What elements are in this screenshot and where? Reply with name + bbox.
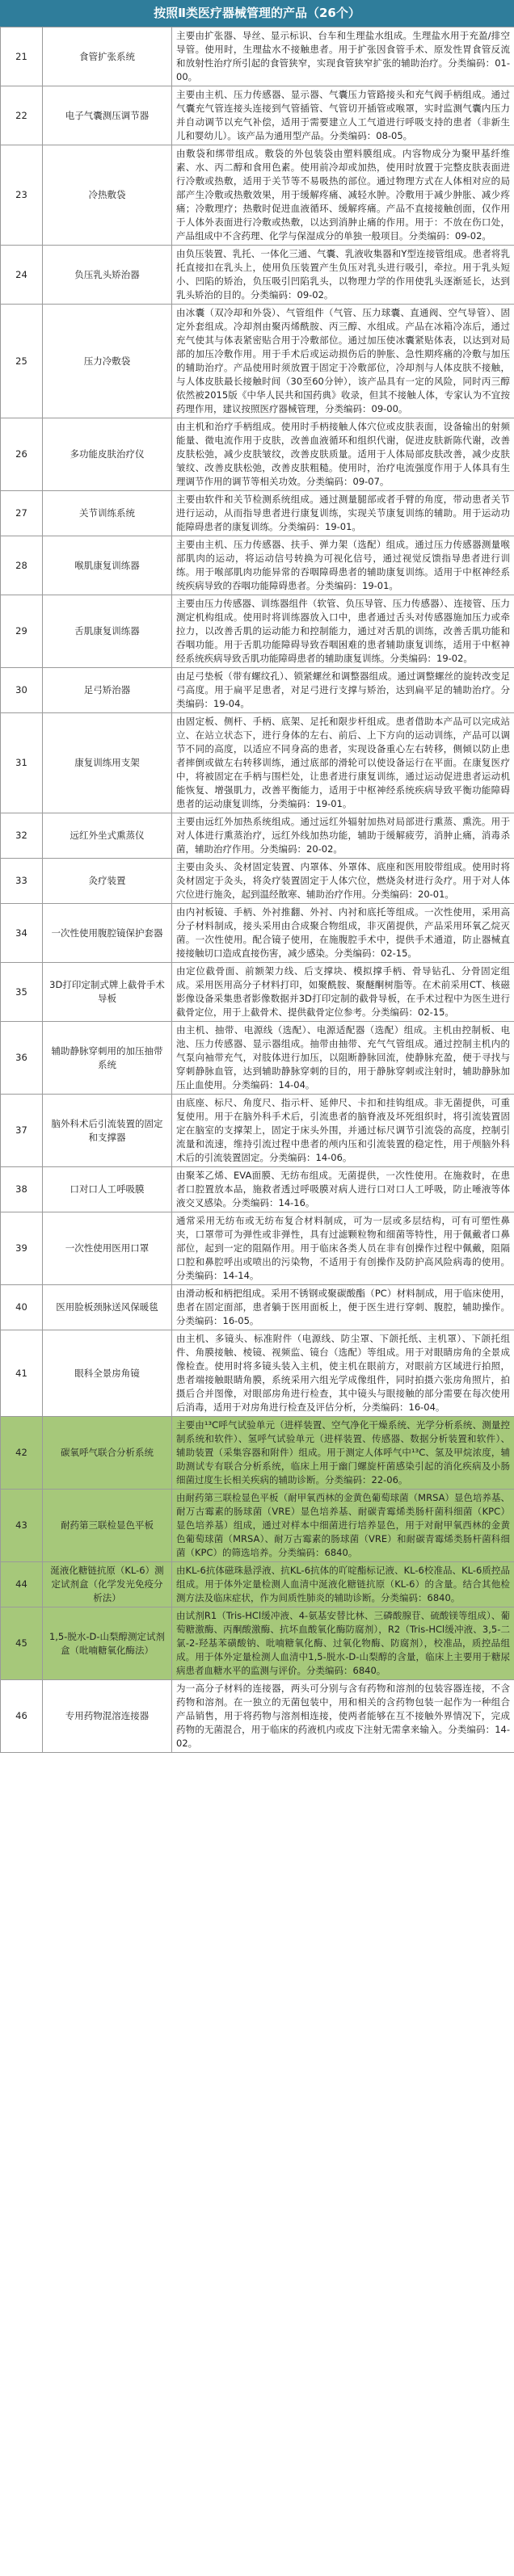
row-number: 26	[1, 418, 43, 491]
table-row	[1, 1212, 514, 1285]
table-row	[1, 246, 514, 305]
product-description: 主要由压力传感器、训练器组件（软管、负压导管、压力传感器）、连接管、压力测定机构组成。使用时将训练器放入口中，患者通过舌头对传感器施加压力或牵拉力，以改善舌肌的运动能力和控制能力，通过对舌肌的训练，改善舌肌功能和吞咽功能。用于舌肌功能障碍导致吞咽困难的患者辅助康复训练，适用于中枢神经系统疾病导致舌肌功能障碍患者的辅助康复训练。分类编码：19-02。	[172, 595, 514, 668]
table-row	[1, 1330, 514, 1417]
row-number: 39	[1, 1212, 43, 1285]
product-name: 舌肌康复训练器	[43, 595, 172, 668]
row-number: 45	[1, 1607, 43, 1680]
table-row	[1, 859, 514, 904]
table-row	[1, 145, 514, 246]
table-row	[1, 904, 514, 963]
product-name: 压力冷敷袋	[43, 305, 172, 418]
row-number: 38	[1, 1167, 43, 1212]
product-description: 由试剂R1（Tris-HCl缓冲液、4-氨基安替比林、三磷酸腺苷、硫酸镁等组成）、葡萄糖激酶、丙酮酸激酶、抗坏血酸氧化酶防腐剂），R2（Tris-HCl缓冲液、3,5-二氯-2-羟基苯磺酸钠、吡喃糖氧化酶、过氧化物酶、防腐剂），校准品，质控品组成。用于体外定量检测人血清中1,5-脱水-D-山梨醇的含量，临床上主要用于糖尿病患者血糖水平的监测与评价。分类编码：6840。	[172, 1607, 514, 1680]
product-description: 由负压装置、乳托、一体化三通、气囊、乳液收集器和Y型连接管组成。患者将乳托直接扣在乳头上，使用负压装置产生负压对乳头进行吸引，牵拉。用于乳头短小、凹陷的矫治，负压吸引凹陷乳头，以物理力学的作用使乳头逐渐延长，达到乳头矫治的目的。分类编码：09-02。	[172, 246, 514, 305]
product-name: 电子气囊测压调节器	[43, 86, 172, 145]
product-description: 主要由灸头、灸材固定装置、内罩体、外罩体、底座和医用胶带组成。使用时将灸材固定于灸头，将灸疗装置固定于人体穴位，燃烧灸材进行灸疗。用于对人体穴位进行施灸，起到温经散寒、辅助治疗作用。分类编码：20-01。	[172, 859, 514, 904]
product-name: 多功能皮肤治疗仪	[43, 418, 172, 491]
product-description: 由足弓垫板（带有螺纹孔）、锁紧螺丝和调整器组成。通过调整螺丝的旋转改变足弓高度。用于扁平足患者，对足弓进行支撑与矫治，达到扁平足的辅助治疗。分类编码：19-04。	[172, 668, 514, 713]
row-number: 36	[1, 1022, 43, 1095]
product-name: 康复训练用支架	[43, 713, 172, 813]
row-number: 21	[1, 27, 43, 86]
row-number: 28	[1, 536, 43, 595]
product-name: 喉肌康复训练器	[43, 536, 172, 595]
product-name: 关节训练系统	[43, 491, 172, 536]
product-description: 主要由软件和关节检测系统组成。通过测量腿部或者手臂的角度，带动患者关节进行运动，从而指导患者进行康复训练，实现关节康复训练的辅助。用于运动功能障碍患者的康复训练。分类编码：19-01。	[172, 491, 514, 536]
product-description: 由主机、多镜头、标准附件（电源线、防尘罩、下颌托纸、主机罩）、下颌托组件、角膜接触、棱镜、视频监、镜台（选配）等组成。用于对眼睛房角的全景成像检查。使用时将多镜头装入主机，使主机在眼前方，对眼前方区域进行拍照，患者端接触眼睛角膜，系统采用六组光学成像组件，同时拍摄六张房角照片，拍摄后合并图像，对眼部房角进行检查，其中镜头与眼接触的部分需要在每次使用后消毒，适用于对房角进行检查及评估分析，分类编码：16-04。	[172, 1330, 514, 1417]
table-row	[1, 27, 514, 86]
table-row	[1, 418, 514, 491]
product-name: 足弓矫治器	[43, 668, 172, 713]
table-row	[1, 536, 514, 595]
row-number: 43	[1, 1490, 43, 1562]
product-description: 由固定板、侧杆、手柄、底架、足托和限步杆组成。患者借助本产品可以完成站立、在站立状态下，进行身体的左右、前后、上下方向的运动训练，产品可以调节不同的高度，以适应不同身高的患者，实现设备重心左右转移，侧倾以防止患者摔倒或做左右转移训练，通过底部的滑轮可以使设备运行在平面。在康复医疗中，将被固定在手柄与围栏处，让患者进行康复训练，通过运动促进患者运动机能恢复、增强肌力，改善平衡能力，适用于中枢神经系统疾病导致平衡功能障碍患者的运动康复训练，分类编码：19-01。	[172, 713, 514, 813]
product-name: 食管扩张系统	[43, 27, 172, 86]
product-name: 涎液化糖链抗原（KL-6）测定试剂盒（化学发光免疫分析法）	[43, 1562, 172, 1607]
table-title: 按照Ⅱ类医疗器械管理的产品（26个）	[0, 0, 514, 27]
product-description: 由定位截骨面、前额架力线、后支撑块、模拟撑手柄、骨导钻孔、分骨固定组成。采用医用高分子材料打印，如聚酰胺、聚醚酮树脂等。在术前采用CT、核磁影像设备采集患者影像数据并3D打印定制的截骨导板，在手术过程中为医生进行截骨定位，用于上截骨术、提供截骨定位参考。分类编码：02-15。	[172, 963, 514, 1022]
product-name: 口对口人工呼吸膜	[43, 1167, 172, 1212]
row-number: 46	[1, 1680, 43, 1753]
table-row	[1, 1095, 514, 1167]
row-number: 33	[1, 859, 43, 904]
row-number: 27	[1, 491, 43, 536]
row-number: 41	[1, 1330, 43, 1417]
table-row	[1, 1285, 514, 1330]
product-description: 由敷袋和绑带组成。敷袋的外包装袋由塑料膜组成。内容物成分为聚甲基纤维素、水、丙二醇和食用色素。使用前冷却或加热，使用时放置于完整皮肤表面进行冷敷或热敷，适用于关节等不易吸热的部位。通过物理方式在人体相对应的局部产生冷敷或热敷效果，用于缓解疼痛、减轻水肿。冷敷用于减少肿胀、减少疼痛；冷敷理疗；热敷时促进血液循环、缓解疼痛。产品不直接接触创面，仅作用于人体外表面进行冷敷或热敷，以达到消肿止痛的作用。用于：不放在伤口处，产品组成中不含药理、化学与保湿成分的单独一般项目。分类编码：09-02。	[172, 145, 514, 246]
product-name: 一次性使用腹腔镜保护套器	[43, 904, 172, 963]
table-row	[1, 1022, 514, 1095]
row-number: 32	[1, 813, 43, 859]
row-number: 24	[1, 246, 43, 305]
product-description: 由耐药第三联检显色平板（耐甲氧西林的金黄色葡萄球菌（MRSA）显色培养基、耐万古霉素的肠球菌（VRE）显色培养基、耐碳青霉烯类肠杆菌科细菌（KPC）显色培养基）组成，通过对样本中细菌进行培养显色，用于对耐甲氧西林的金黄色葡萄球菌（MRSA）、耐万古霉素的肠球菌（VRE）和耐碳青霉烯类肠杆菌科细菌（KPC）的筛选培养。分类编码：6840。	[172, 1490, 514, 1562]
product-name: 眼科全景房角镜	[43, 1330, 172, 1417]
table-row	[1, 668, 514, 713]
product-name: 碳氧呼气联合分析系统	[43, 1417, 172, 1490]
product-description: 主要由主机、压力传感器、显示器、气囊压力管路接头和充气阀手柄组成。通过气囊充气管连接头连接到气管插管、气管切开插管或喉罩，实时监测气囊内压力并自动调节以充气补偿，适用于需要建立人工气道进行呼吸支持的患者（非新生儿和婴幼儿）。该产品为通用型产品。分类编码：08-05。	[172, 86, 514, 145]
device-table	[0, 27, 514, 1753]
product-name: 1,5-脱水-D-山梨醇测定试剂盒（吡喃糖氧化酶法）	[43, 1607, 172, 1680]
row-number: 42	[1, 1417, 43, 1490]
table-row	[1, 305, 514, 418]
product-description: 由冰囊（双冷却和外袋）、气管组件（气管、压力球囊、直通阀、空气导管）、固定外套组成。冷却剂由聚丙烯酰胺、丙三醇、水组成。产品在冰箱冷冻后，通过充气使其与体表紧密贴合用于冷敷部位。通过加压使冰囊紧贴体表，以达到对局部的加压冷敷作用。用于手术后或运动损伤后的肿胀、急性期疼痛的冷敷与加压的辅助治疗。产品使用时须放置于固定于冷敷部位，冷却剂与人体皮肤不接触，与人体皮肤最长接触时间（30至60分钟），该产品具有一定的风险，同时丙三醇依然被2015版《中华人民共和国药典》收录，但其不接触人体，专家认为不宜按药理作用，建议按照医疗器械管理，分类编码：09-00。	[172, 305, 514, 418]
table-row	[1, 1490, 514, 1562]
row-number: 29	[1, 595, 43, 668]
product-description: 由内衬板镜、手柄、外衬推翻、外衬、内衬和底托等组成。一次性使用，采用高分子材料制成，接头采用由合成聚合物组成，非灭菌提供，产品采用环氧乙烷灭菌。一次性使用。配合镜子使用，在施腹腔手术中，提供手术通道，防止器械直接接触切口造成直接伤害，减少感染。分类编码：02-15。	[172, 904, 514, 963]
product-description: 由聚苯乙烯、EVA面膜、无纺布组成。无菌提供，一次性使用。在施救时，在患者口腔置放本品，施救者透过呼吸膜对病人进行口对口人工呼吸，防止唾液等体液交叉感染。分类编码：14-16。	[172, 1167, 514, 1212]
row-number: 31	[1, 713, 43, 813]
row-number: 22	[1, 86, 43, 145]
table-row	[1, 86, 514, 145]
row-number: 25	[1, 305, 43, 418]
product-description: 主要由¹³C呼气试验单元（进样装置、空气净化干燥系统、光学分析系统、测量控制系统和软件）、氢呼气试验单元（进样装置、传感器、数据分析装置和软件）、辅助装置（采集容器和附件）组成。用于测定人体呼气中¹³C、氢及甲烷浓度，辅助测试专有联合分析系统，临床上用于幽门螺旋杆菌感染引起的消化疾病及小肠细菌过度生长相关疾病的辅助诊断。分类编码：22-06。	[172, 1417, 514, 1490]
table-row	[1, 1167, 514, 1212]
product-name: 3D打印定制式牌上截骨手术导板	[43, 963, 172, 1022]
product-name: 耐药第三联检显色平板	[43, 1490, 172, 1562]
table-body	[1, 27, 514, 1753]
table-row	[1, 713, 514, 813]
row-number: 34	[1, 904, 43, 963]
product-description: 通常采用无纺布或无纺布复合材料制成，可为一层或多层结构，可有可塑性鼻夹，口罩带可为弹性或非弹性，具有过滤颗粒物和细菌等特性，用于佩戴者口鼻部位，起到一定的阻隔作用。用于临床各类人员在非有创操作过程中佩戴，阻隔口腔和鼻腔呼出或喷出的污染物，不适用于有创操作及防护高风险病毒的使用。分类编码：14-14。	[172, 1212, 514, 1285]
product-description: 为一高分子材料的连接器，两头可分别与含有药物和溶剂的包装容器连接，不含药物和溶剂。在一独立的无菌包装中，用和相关的含药物包装一起作为一种组合产品销售，用于将药物与溶剂相连接，使两者能够在互不接触外界情况下，完成药物的无菌混合，用于临床的药液机内或皮下注射无需拿来输入。分类编码：14-02。	[172, 1680, 514, 1753]
row-number: 37	[1, 1095, 43, 1167]
product-name: 辅助静脉穿刺用的加压抽带系统	[43, 1022, 172, 1095]
product-name: 专用药物混溶连接器	[43, 1680, 172, 1753]
table-row	[1, 813, 514, 859]
product-description: 主要由远红外加热系统组成。通过远红外辐射加热对局部进行熏蒸、熏洗。用于对人体进行熏蒸治疗，远红外线加热功能，辅助于缓解疲劳，消肿止痛，消毒杀菌，辅助治疗作用。分类编码：20-02。	[172, 813, 514, 859]
row-number: 30	[1, 668, 43, 713]
product-name: 远红外坐式熏蒸仪	[43, 813, 172, 859]
product-description: 主要由主机、压力传感器、扶手、弹力架（选配）组成。通过压力传感器测量喉部肌肉的运动，将运动信号转换为可视化信号，通过视觉反馈指导患者进行训练。用于喉部肌肉功能异常的吞咽障碍患者的辅助康复训练。适用于中枢神经系统疾病导致的吞咽功能障碍患者。分类编码：19-01。	[172, 536, 514, 595]
row-number: 23	[1, 145, 43, 246]
table-row	[1, 491, 514, 536]
product-name: 脑外科术后引流装置的固定和支撑器	[43, 1095, 172, 1167]
row-number: 35	[1, 963, 43, 1022]
product-description: 主要由扩张器、导丝、显示标识、台车和生理盐水组成。生理盐水用于充盈/排空导管。使用时，生理盐水不接触患者。用于扩张因食管手术、原发性胃食管反流和放射性治疗所引起的食管狭窄，实现食管狭窄扩张的辅助治疗。分类编码：01-00。	[172, 27, 514, 86]
table-row	[1, 595, 514, 668]
table-row	[1, 1417, 514, 1490]
product-name: 一次性使用医用口罩	[43, 1212, 172, 1285]
product-name: 负压乳头矫治器	[43, 246, 172, 305]
product-name: 灸疗装置	[43, 859, 172, 904]
product-description: 由滑动板和柄把组成。采用不锈钢或聚碳酸酯（PC）材料制成，用于临床使用，患者在固定面部，患者躺于医用面板上，便于医生进行穿刺、腹腔，辅助操作。分类编码：16-05。	[172, 1285, 514, 1330]
table-row	[1, 1562, 514, 1607]
table-row	[1, 963, 514, 1022]
product-description: 由主机、抽带、电源线（选配）、电源适配器（选配）组成。主机由控制板、电池、压力传感器、显示器组成。抽带由抽带、充气气管组成。通过控制主机内的气泵向袖带充气，对肢体进行加压，以阻断静脉回流，使静脉充盈，便于寻找与穿刺静脉血管，达到辅助静脉穿刺的目的，用于静脉穿刺或注射时，辅助静脉加压止血使用。分类编码：14-04。	[172, 1022, 514, 1095]
product-description: 由KL-6抗体磁珠悬浮液、抗KL-6抗体的吖啶酯标记液、KL-6校准品、KL-6质控品组成。用于体外定量检测人血清中涎液化糖链抗原（KL-6）的含量。结合其他检测方法及临床症状，作为间质性肺炎的辅助诊断。分类编码：6840。	[172, 1562, 514, 1607]
row-number: 40	[1, 1285, 43, 1330]
product-name: 医用脸板颈脉送风保暖毯	[43, 1285, 172, 1330]
product-description: 由底座、标尺、角度尺、指示杆、延伸尺、卡扣和挂钩组成。非无菌提供，可重复使用。用于在脑外科手术后，引流患者的脑脊液及坏死组织时，将引流装置固定在脑室的支撑架上，固定于床头外围，并通过标尺调节引流袋的高度，控制引流量和流速，维持引流过程中患者的颅内压和引流装置的稳定性，用于颅脑外科术后的引流装置固定。分类编码：14-06。	[172, 1095, 514, 1167]
product-name: 冷热敷袋	[43, 145, 172, 246]
row-number: 44	[1, 1562, 43, 1607]
table-row	[1, 1680, 514, 1753]
table-row	[1, 1607, 514, 1680]
product-description: 由主机和治疗手柄组成。使用时手柄接触人体穴位或皮肤表面，设备输出的射频能量、微电流作用于皮肤，改善血液循环和组织代谢，促进皮肤新陈代谢，改善皮肤松弛，减少皮肤皱纹，改善皮肤质量。适用于人体局部皮肤改善，减少皮肤皱纹、改善皮肤松弛，改善皮肤粗糙。使用时，治疗电流强度作用于人体具有生理调节作用的调节等相关功效。分类编码：09-07。	[172, 418, 514, 491]
